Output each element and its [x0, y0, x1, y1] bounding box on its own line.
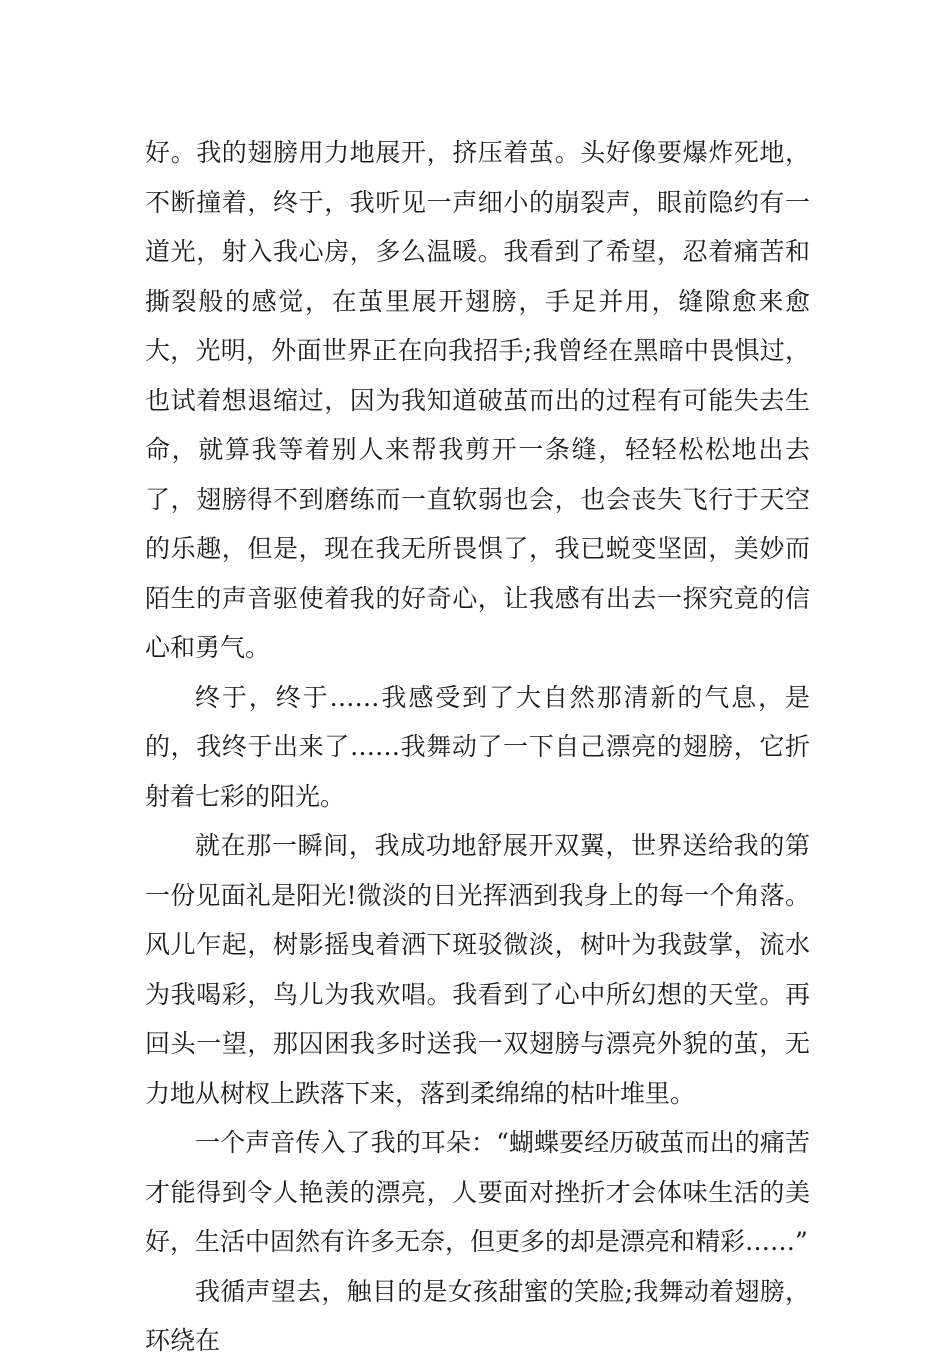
paragraph-2: 终于，终于……我感受到了大自然那清新的气息，是的，我终于出来了……我舞动了一下自己漂亮的翅膀，它折射着七彩的阳光。: [145, 682, 810, 811]
paragraph-3: 就在那一瞬间，我成功地舒展开双翼，世界送给我的第一份见面礼是阳光!微淡的日光挥洒到我身上的每一个角落。风儿乍起，树影摇曳着洒下斑驳微淡，树叶为我鼓掌，流水为我喝彩，鸟儿为我欢唱。我看到了心中所幻想的天堂。再回头一望，那囚困我多时送我一双翅膀与漂亮外貌的茧，无力地从树杈上跌落下来，落到柔绵绵的枯叶堆里。: [145, 831, 810, 1108]
document-body: [145, 128, 810, 1366]
paragraph-4: 一个声音传入了我的耳朵：“蝴蝶要经历破茧而出的痛苦才能得到令人艳羡的漂亮，人要面对挫折才会体味生活的美好，生活中固然有许多无奈，但更多的却是漂亮和精彩……”: [145, 1128, 810, 1256]
paragraph-1: 好。我的翅膀用力地展开，挤压着茧。头好像要爆炸死地，不断撞着，终于，我听见一声细小的崩裂声，眼前隐约有一道光，射入我心房，多么温暖。我看到了希望，忍着痛苦和撕裂般的感觉，在茧里展开翅膀，手足并用，缝隙愈来愈大，光明，外面世界正在向我招手;我曾经在黑暗中畏惧过，也试着想退缩过，因为我知道破茧而出的过程有可能失去生命，就算我等着别人来帮我剪开一条缝，轻轻松松地出去了，翅膀得不到磨练而一直软弱也会，也会丧失飞行于天空的乐趣，但是，现在我无所畏惧了，我已蜕变坚固，美妙而陌生的声音驱使着我的好奇心，让我感有出去一探究竟的信心和勇气。: [145, 138, 810, 662]
paragraph-5: 我循声望去，触目的是女孩甜蜜的笑脸;我舞动着翅膀，环绕在: [145, 1276, 810, 1355]
